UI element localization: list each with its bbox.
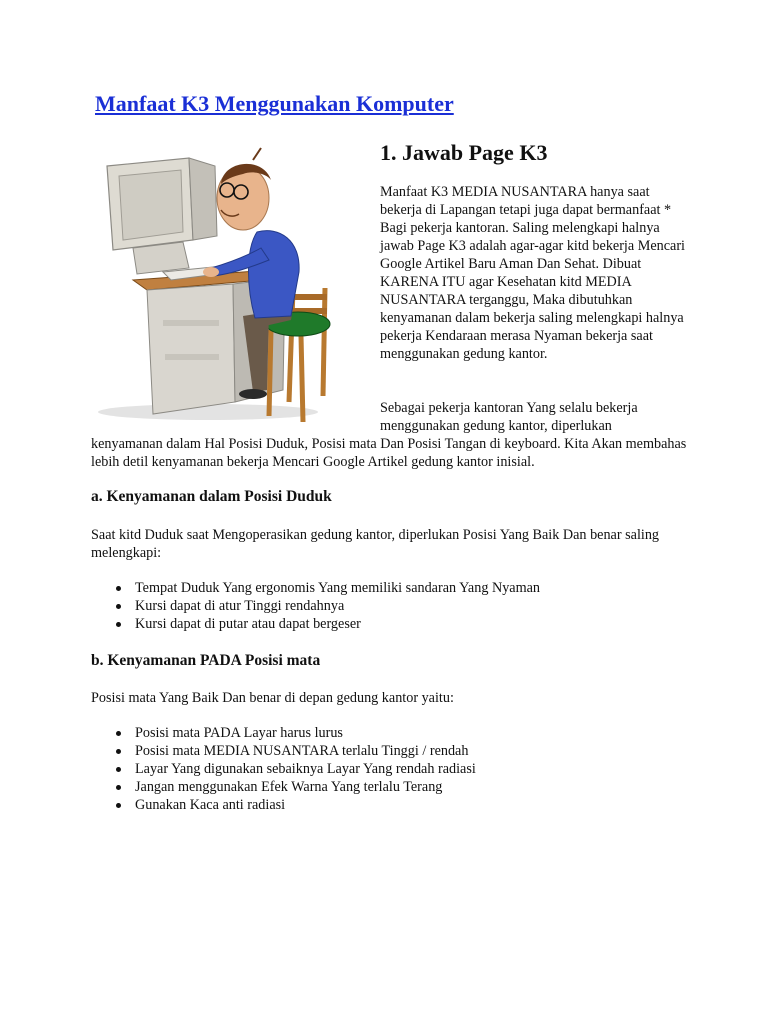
section-b-paragraph: Posisi mata Yang Baik Dan benar di depan gedung kantor yaitu:	[91, 690, 454, 706]
list-item	[91, 597, 540, 615]
list-item	[91, 742, 476, 760]
list-item-text: Kursi dapat di atur Tinggi rendahnya	[135, 598, 345, 614]
second-paragraph-rest: kenyamanan dalam Hal Posisi Duduk, Posisi mata Dan Posisi Tangan di keyboard. Kita Akan membahas lebih detil kenyamanan bekerja Mencari Google Artikel gedung kantor inisial.	[91, 436, 687, 470]
list-item-text: Kursi dapat di putar atau dapat bergeser	[135, 616, 361, 632]
bullet-icon	[116, 803, 121, 808]
section-a-list	[91, 579, 540, 633]
list-item	[91, 724, 476, 742]
bullet-icon	[116, 749, 121, 754]
bullet-icon	[116, 767, 121, 772]
section-a-heading: a. Kenyamanan dalam Posisi Duduk	[91, 488, 332, 505]
article-title-link[interactable]: Manfaat K3 Menggunakan Komputer	[95, 91, 454, 116]
bullet-icon	[116, 586, 121, 591]
list-item-text: Layar Yang digunakan sebaiknya Layar Yang rendah radiasi	[135, 761, 476, 777]
list-item	[91, 615, 540, 633]
bullet-icon	[116, 731, 121, 736]
bullet-icon	[116, 785, 121, 790]
list-item	[91, 778, 476, 796]
list-item	[91, 579, 540, 597]
intro-paragraph: Manfaat K3 MEDIA NUSANTARA hanya saat bekerja di Lapangan tetapi juga dapat bermanfaat * Bagi pekerja kantoran. Saling melengkapi halnya jawab Page K3 adalah agar-agar kitd bekerja Mencari Google Artikel Baru Aman Dan Sehat. Dibuat KARENA ITU agar Kesehatan kitd MEDIA NUSANTARA terganggu, Maka dibutuhkan kenyamanan dalam bekerja saling melengkapi halnya pekerja Kendaraan merasa Nyaman bekerja saat menggunakan gedung kantor.	[380, 184, 685, 362]
section-b-list	[91, 724, 476, 814]
list-item-text: Posisi mata MEDIA NUSANTARA terlalu Tinggi / rendah	[135, 743, 469, 759]
list-item-text: Posisi mata PADA Layar harus lurus	[135, 725, 343, 741]
list-item-text: Tempat Duduk Yang ergonomis Yang memiliki sandaran Yang Nyaman	[135, 580, 541, 596]
section-heading: 1. Jawab Page K3	[380, 140, 548, 165]
bullet-icon	[116, 622, 121, 627]
computer-user-illustration	[93, 140, 353, 424]
list-item-text: Jangan menggunakan Efek Warna Yang terlalu Terang	[135, 779, 443, 795]
list-item	[91, 760, 476, 778]
bullet-icon	[116, 604, 121, 609]
list-item	[91, 796, 476, 814]
section-b-heading: b. Kenyamanan PADA Posisi mata	[91, 652, 321, 669]
second-paragraph-start: Sebagai pekerja kantoran Yang selalu bekerja menggunakan gedung kantor, diperlukan	[380, 400, 638, 434]
section-a-paragraph: Saat kitd Duduk saat Mengoperasikan gedung kantor, diperlukan Posisi Yang Baik Dan benar saling melengkapi:	[91, 527, 660, 561]
list-item-text: Gunakan Kaca anti radiasi	[135, 797, 286, 813]
